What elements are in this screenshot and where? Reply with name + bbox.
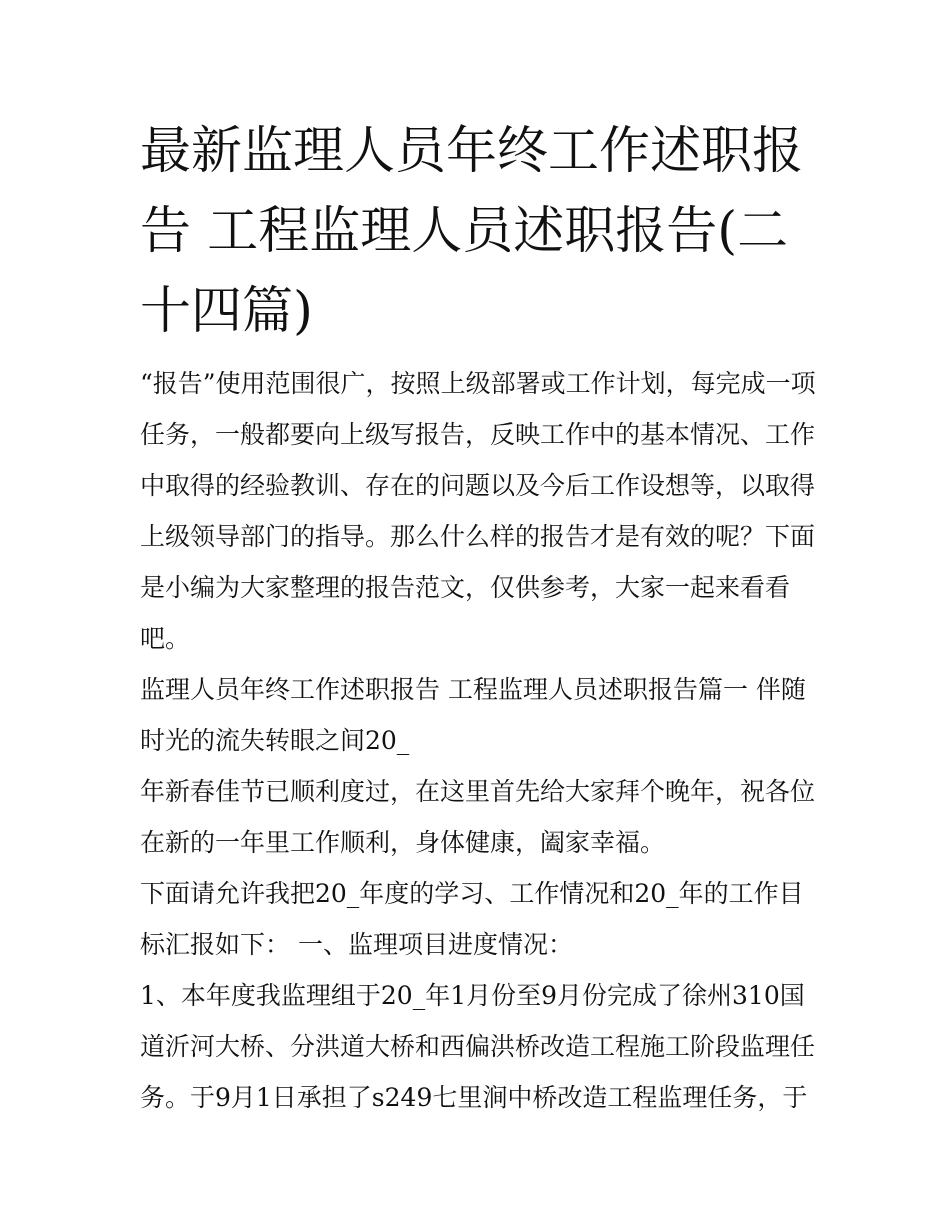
text-line: “报告”使用范围很广，按照上级部署或工作计划，每完成一项: [140, 369, 816, 398]
text-line: 年新春佳节已顺利度过，在这里首先给大家拜个晚年，祝各位: [140, 777, 816, 806]
intro-paragraph: [140, 358, 820, 664]
title-line: 十四篇): [140, 282, 313, 341]
title-line: 告 工程监理人员述职报告(二: [140, 202, 789, 261]
title-line: 最新监理人员年终工作述职报: [140, 122, 804, 181]
text-line: 务。于9月1日承担了s249七里涧中桥改造工程监理任务，于: [140, 1083, 808, 1112]
text-line: 上级领导部门的指导。那么什么样的报告才是有效的呢？下面: [140, 522, 816, 551]
text-line: 任务，一般都要向上级写报告，反映工作中的基本情况、工作: [140, 420, 816, 449]
text-line: 在新的一年里工作顺利，身体健康，阖家幸福。: [140, 828, 666, 857]
text-line: 是小编为大家整理的报告范文，仅供参考，大家一起来看看: [140, 573, 791, 602]
progress-paragraph: [140, 970, 820, 1123]
text-line: 道沂河大桥、分洪道大桥和西偏洪桥改造工程施工阶段监理任: [140, 1032, 816, 1061]
greeting-paragraph: [140, 766, 820, 868]
text-line: 吧。: [140, 624, 191, 653]
text-line: 时光的流失转眼之间20_: [140, 726, 410, 755]
text-line: 中取得的经验教训、存在的问题以及今后工作设想等，以取得: [140, 471, 816, 500]
document-title: [140, 112, 820, 352]
section-heading-paragraph: [140, 664, 820, 766]
document-page: [140, 112, 820, 1123]
text-line: 下面请允许我把20_年度的学习、工作情况和20_年的工作目: [140, 879, 804, 908]
text-line: 1、本年度我监理组于20_年1月份至9月份完成了徐州310国: [140, 981, 805, 1010]
text-line: 标汇报如下： 一、监理项目进度情况：: [140, 930, 573, 959]
report-intro-paragraph: [140, 868, 820, 970]
text-line: 监理人员年终工作述职报告 工程监理人员述职报告篇一 伴随: [140, 675, 806, 704]
